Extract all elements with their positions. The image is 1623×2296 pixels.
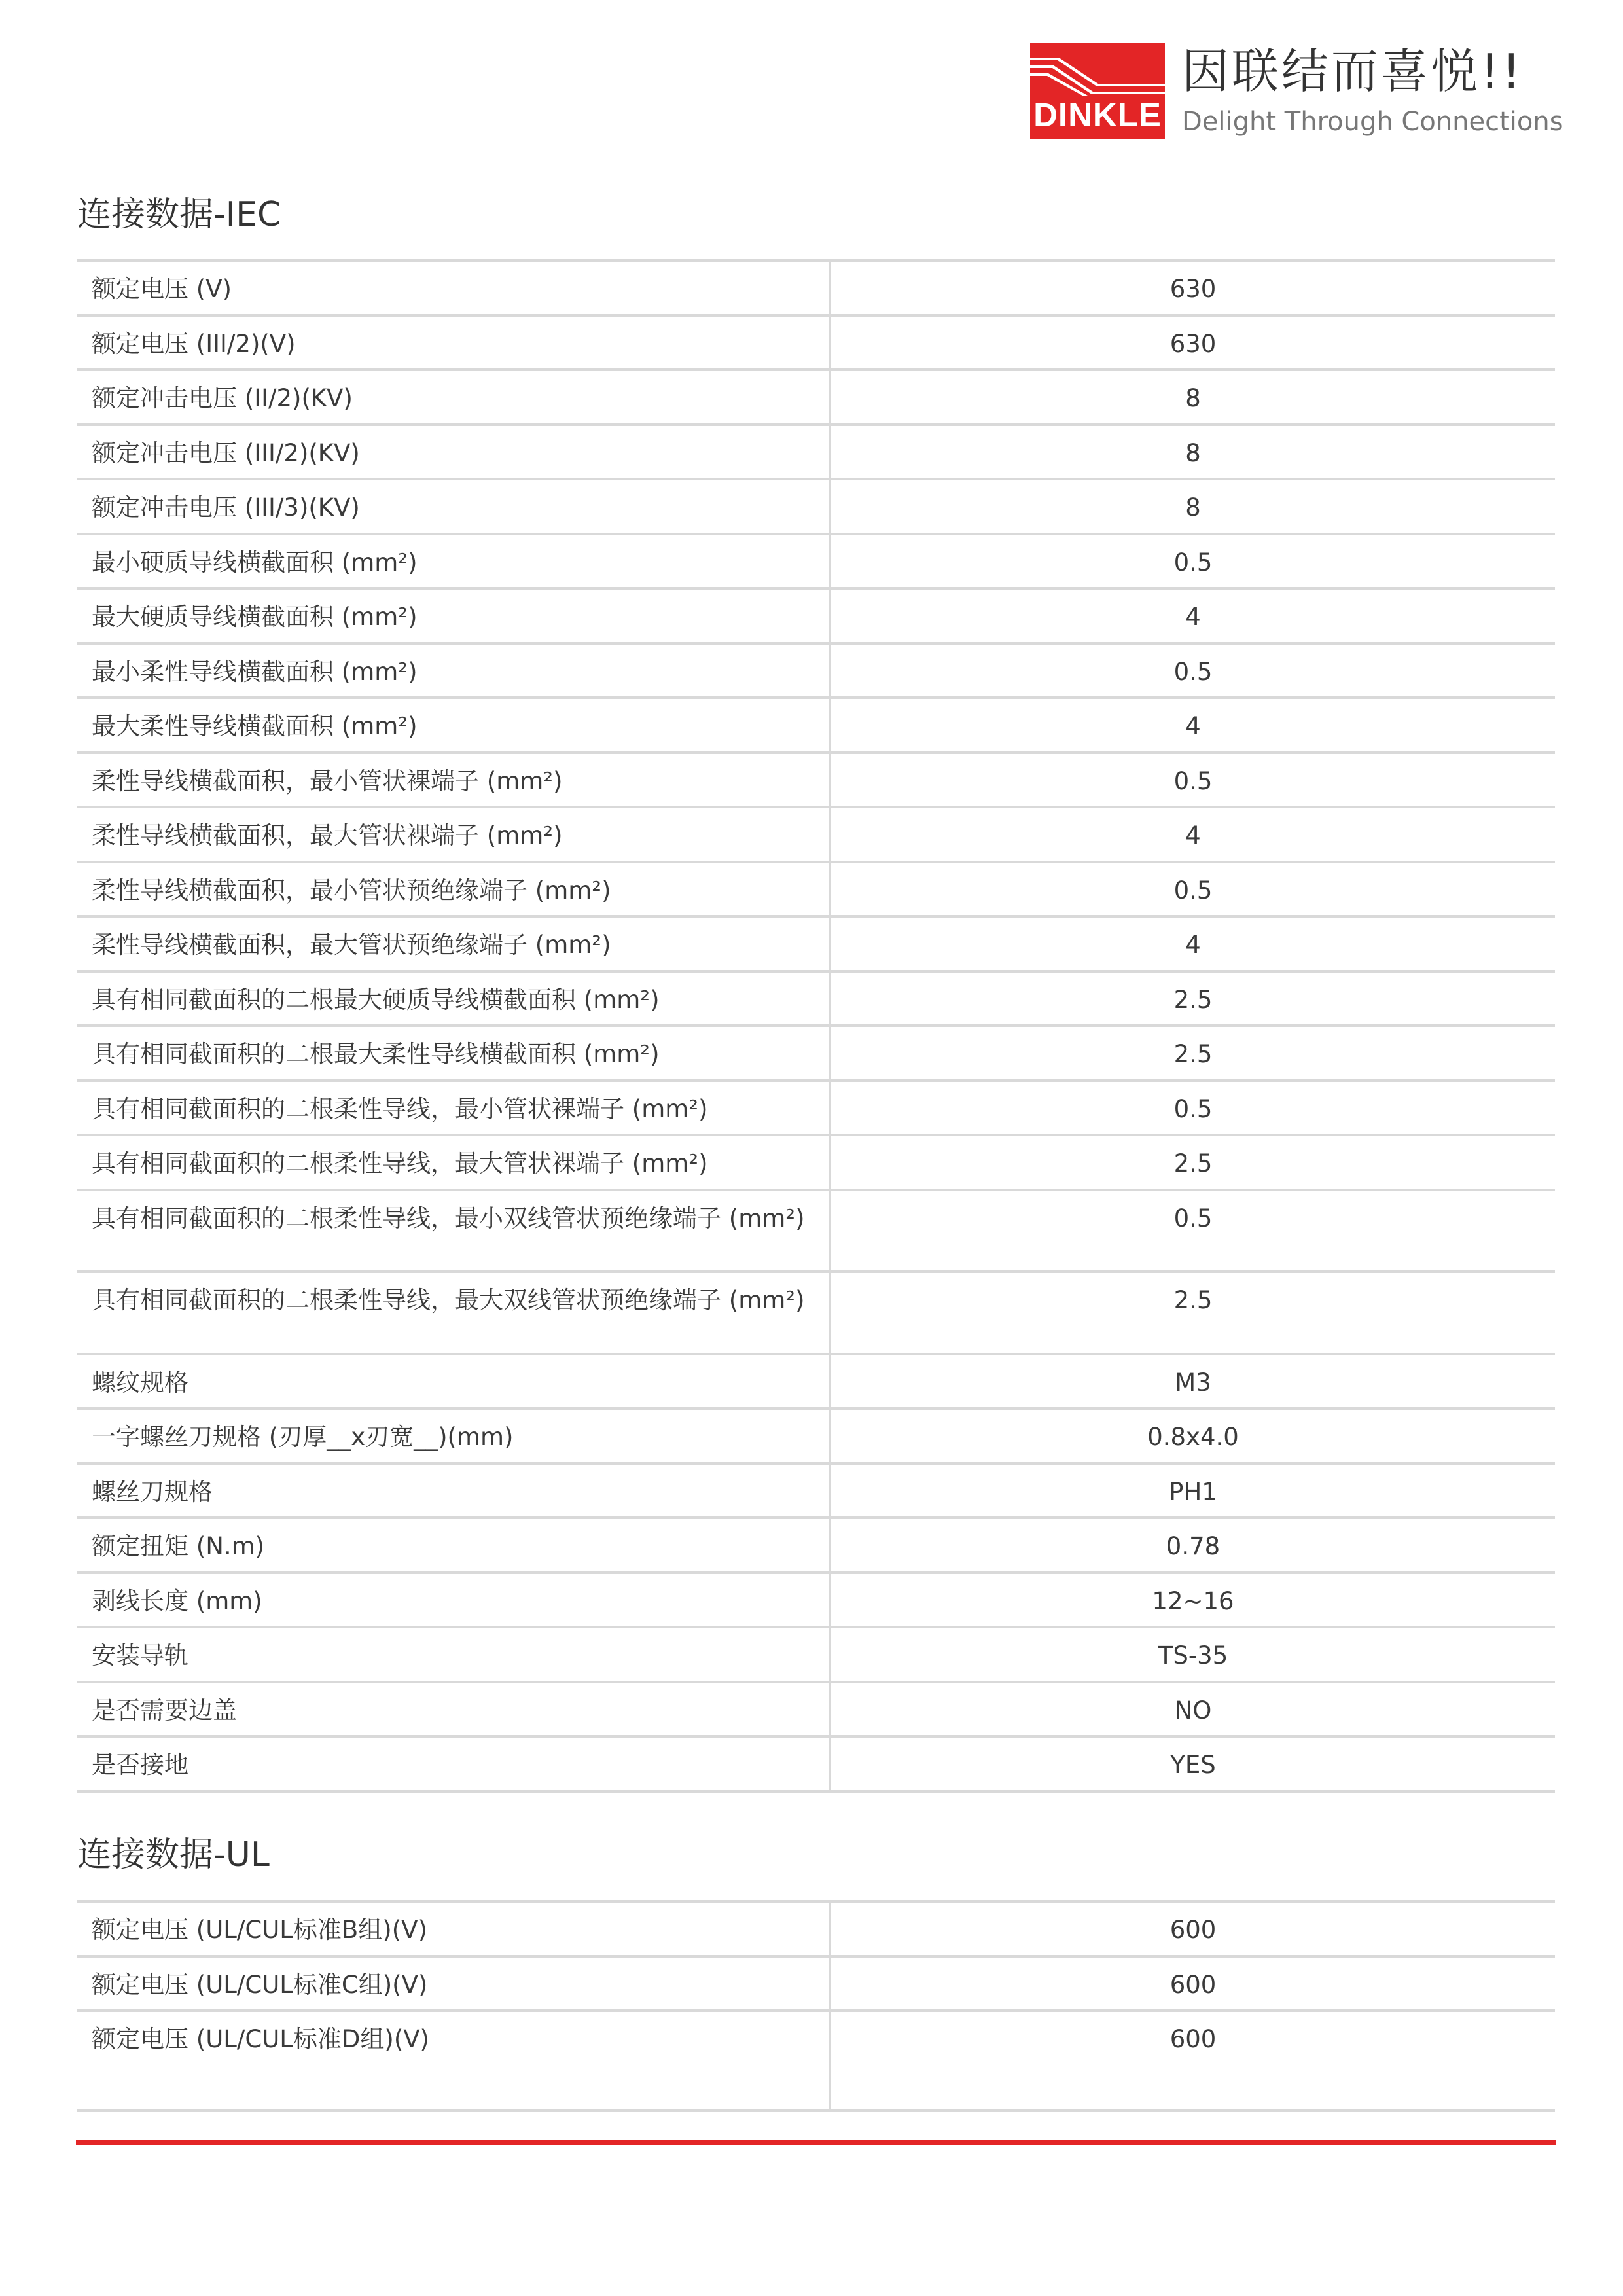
spec-label: 额定电压 (UL/CUL标准D组)(V) — [77, 2011, 830, 2111]
spec-value: 0.5 — [830, 862, 1555, 917]
spec-value: 0.5 — [830, 1081, 1555, 1136]
spec-label: 最小硬质导线横截面积 (mm²) — [77, 534, 830, 589]
footer-divider — [76, 2140, 1556, 2145]
spec-value: 8 — [830, 479, 1555, 534]
spec-label: 额定电压 (UL/CUL标准B组)(V) — [77, 1901, 830, 1956]
iec-spec-table — [77, 259, 1555, 1793]
table-row — [77, 425, 1555, 480]
spec-value: M3 — [830, 1354, 1555, 1409]
slogan-english: Delight Through Connections — [1182, 107, 1563, 137]
ul-table-body — [77, 1901, 1555, 2111]
table-row — [77, 1081, 1555, 1136]
spec-value: 630 — [830, 260, 1555, 315]
spec-label: 额定电压 (V) — [77, 260, 830, 315]
table-row — [77, 479, 1555, 534]
logo-stripes-icon — [1030, 43, 1165, 96]
table-row — [77, 971, 1555, 1026]
spec-value: 0.5 — [830, 1190, 1555, 1272]
spec-label: 最大柔性导线横截面积 (mm²) — [77, 698, 830, 753]
spec-label: 柔性导线横截面积，最小管状裸端子 (mm²) — [77, 753, 830, 808]
spec-value: 600 — [830, 2011, 1555, 2111]
spec-label: 是否接地 — [77, 1736, 830, 1791]
spec-value: 2.5 — [830, 1026, 1555, 1081]
spec-value: 600 — [830, 1956, 1555, 2011]
table-row — [77, 588, 1555, 643]
spec-label: 柔性导线横截面积，最大管状裸端子 (mm²) — [77, 807, 830, 862]
table-row — [77, 753, 1555, 808]
spec-label: 具有相同截面积的二根柔性导线，最小管状裸端子 (mm²) — [77, 1081, 830, 1136]
table-row — [77, 1190, 1555, 1272]
spec-value: 0.8x4.0 — [830, 1408, 1555, 1463]
spec-value: PH1 — [830, 1463, 1555, 1518]
table-row — [77, 1026, 1555, 1081]
spec-label: 额定冲击电压 (II/2)(KV) — [77, 370, 830, 425]
spec-value: 0.5 — [830, 753, 1555, 808]
spec-label: 具有相同截面积的二根柔性导线，最大双线管状预绝缘端子 (mm²) — [77, 1272, 830, 1354]
table-row — [77, 534, 1555, 589]
spec-label: 具有相同截面积的二根柔性导线，最小双线管状预绝缘端子 (mm²) — [77, 1190, 830, 1272]
spec-value: 4 — [830, 698, 1555, 753]
table-row — [77, 1354, 1555, 1409]
spec-label: 具有相同截面积的二根最大硬质导线横截面积 (mm²) — [77, 971, 830, 1026]
spec-value: 0.5 — [830, 534, 1555, 589]
spec-value: 600 — [830, 1901, 1555, 1956]
table-row — [77, 698, 1555, 753]
spec-value: 8 — [830, 425, 1555, 480]
dinkle-logo — [1030, 43, 1165, 139]
spec-label: 最大硬质导线横截面积 (mm²) — [77, 588, 830, 643]
spec-label: 是否需要边盖 — [77, 1682, 830, 1737]
spec-value: 4 — [830, 916, 1555, 971]
spec-label: 额定冲击电压 (III/3)(KV) — [77, 479, 830, 534]
spec-label: 额定电压 (UL/CUL标准C组)(V) — [77, 1956, 830, 2011]
table-row — [77, 862, 1555, 917]
spec-value: 4 — [830, 807, 1555, 862]
table-row — [77, 1463, 1555, 1518]
table-row — [77, 1408, 1555, 1463]
spec-value: 4 — [830, 588, 1555, 643]
table-row — [77, 807, 1555, 862]
table-row — [77, 1736, 1555, 1791]
spec-value: 630 — [830, 315, 1555, 370]
spec-label: 具有相同截面积的二根最大柔性导线横截面积 (mm²) — [77, 1026, 830, 1081]
table-row — [77, 916, 1555, 971]
ul-section-title: 连接数据-UL — [77, 1835, 270, 1874]
table-row — [77, 1901, 1555, 1956]
table-row — [77, 1573, 1555, 1628]
iec-section-title: 连接数据-IEC — [77, 195, 281, 234]
table-row — [77, 315, 1555, 370]
table-row — [77, 1956, 1555, 2011]
spec-value: TS-35 — [830, 1627, 1555, 1682]
spec-label: 柔性导线横截面积，最小管状预绝缘端子 (mm²) — [77, 862, 830, 917]
spec-label: 额定电压 (III/2)(V) — [77, 315, 830, 370]
spec-label: 螺纹规格 — [77, 1354, 830, 1409]
spec-value: 0.5 — [830, 643, 1555, 698]
spec-value: 0.78 — [830, 1518, 1555, 1573]
table-row — [77, 1135, 1555, 1190]
spec-label: 剥线长度 (mm) — [77, 1573, 830, 1628]
table-row — [77, 260, 1555, 315]
iec-table-body — [77, 260, 1555, 1791]
table-row — [77, 1272, 1555, 1354]
table-row — [77, 1518, 1555, 1573]
spec-value: 8 — [830, 370, 1555, 425]
spec-value: 2.5 — [830, 1272, 1555, 1354]
table-row — [77, 1627, 1555, 1682]
table-row — [77, 2011, 1555, 2111]
slogan-chinese: 因联结而喜悦!! — [1182, 44, 1524, 99]
spec-value: 2.5 — [830, 971, 1555, 1026]
spec-label: 具有相同截面积的二根柔性导线，最大管状裸端子 (mm²) — [77, 1135, 830, 1190]
spec-label: 螺丝刀规格 — [77, 1463, 830, 1518]
spec-label: 额定扭矩 (N.m) — [77, 1518, 830, 1573]
spec-label: 柔性导线横截面积，最大管状预绝缘端子 (mm²) — [77, 916, 830, 971]
spec-label: 一字螺丝刀规格 (刃厚__x刃宽__)(mm) — [77, 1408, 830, 1463]
spec-value: YES — [830, 1736, 1555, 1791]
ul-spec-table — [77, 1900, 1555, 2112]
logo-text: DINKLE — [1033, 96, 1162, 134]
spec-value: 2.5 — [830, 1135, 1555, 1190]
spec-value: 12~16 — [830, 1573, 1555, 1628]
spec-label: 额定冲击电压 (III/2)(KV) — [77, 425, 830, 480]
table-row — [77, 370, 1555, 425]
table-row — [77, 1682, 1555, 1737]
spec-label: 安装导轨 — [77, 1627, 830, 1682]
spec-value: NO — [830, 1682, 1555, 1737]
page-header — [0, 0, 1623, 157]
table-row — [77, 643, 1555, 698]
spec-label: 最小柔性导线横截面积 (mm²) — [77, 643, 830, 698]
